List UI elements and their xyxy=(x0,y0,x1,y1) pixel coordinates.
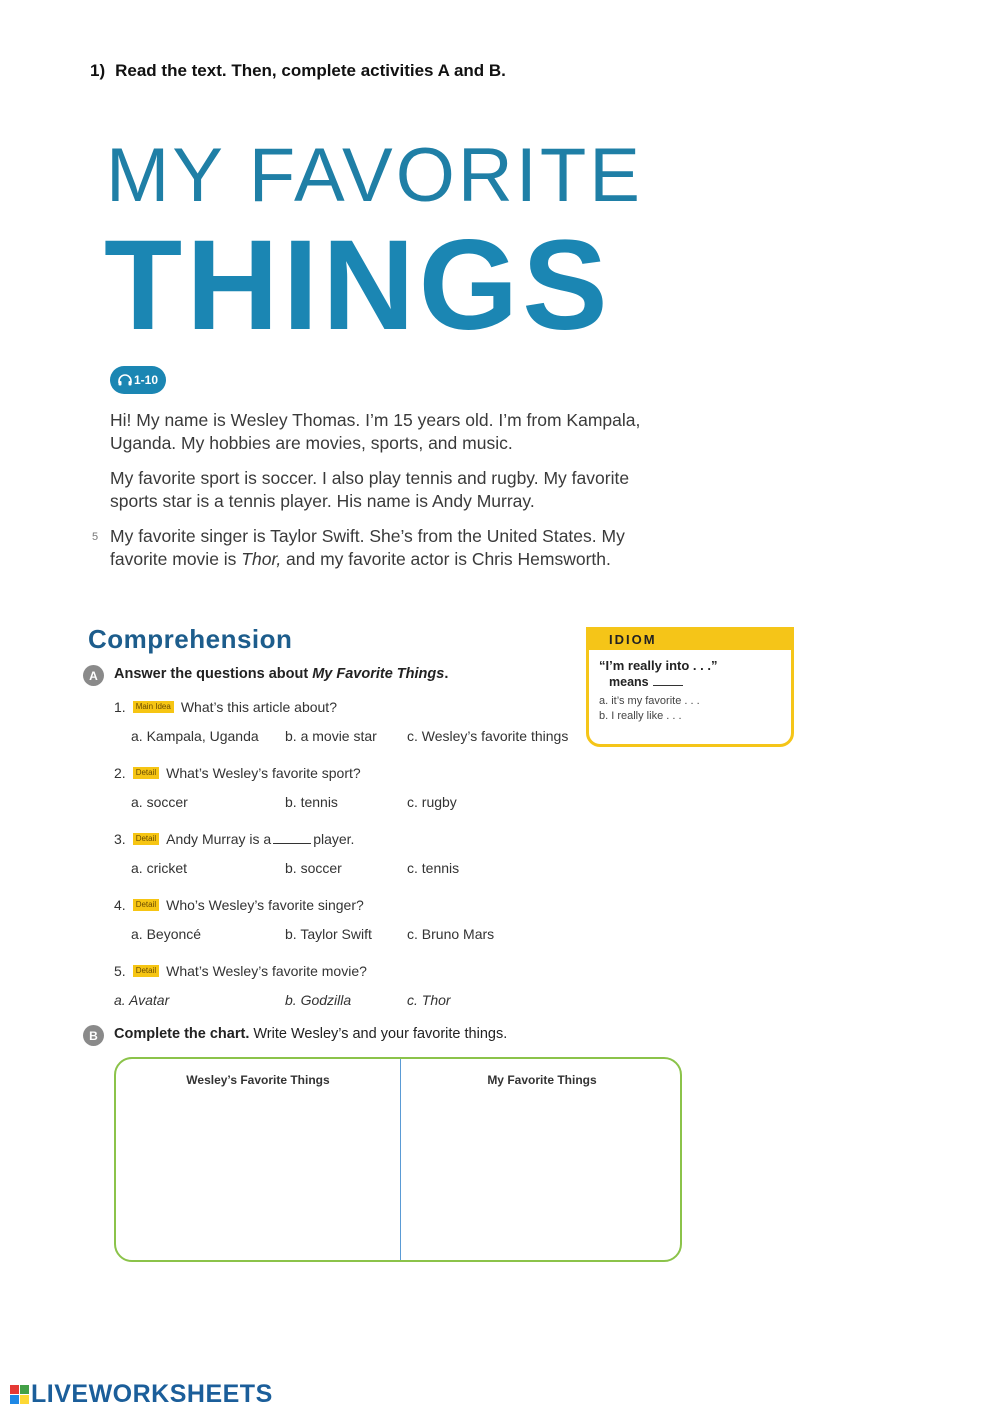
reading-paragraph-1: Hi! My name is Wesley Thomas. I’m 15 years old. I’m from Kampala, Uganda. My hobbies are movies, sports, and music. xyxy=(110,410,641,453)
q4-option-a[interactable]: a. Beyoncé xyxy=(131,926,202,942)
q4-option-b[interactable]: b. Taylor Swift xyxy=(285,926,372,942)
instr-a-period: . xyxy=(444,666,449,682)
activity-a-badge: A xyxy=(83,665,104,686)
question-type-tag: Detail xyxy=(133,833,159,845)
question-text: What’s this article about? xyxy=(180,699,337,715)
title-line-1: MY FAVORITE xyxy=(106,133,643,218)
activity-b-badge: B xyxy=(83,1025,104,1046)
instr-a-title: My Favorite Things xyxy=(312,666,445,682)
question-text-start: Andy Murray is a xyxy=(166,831,272,847)
question-type-tag: Main Idea xyxy=(133,701,174,713)
idiom-quote: “I’m really into . . .” xyxy=(599,658,718,673)
headphones-icon xyxy=(118,374,132,386)
instruction-number: 1) xyxy=(90,61,106,80)
q4-option-c[interactable]: c. Bruno Mars xyxy=(407,926,495,942)
chart-header-wesley: Wesley’s Favorite Things xyxy=(186,1073,330,1087)
p3-movie-title: Thor, xyxy=(241,549,282,569)
activity-a-instruction xyxy=(114,666,448,682)
question-4 xyxy=(114,897,364,913)
line-number: 5 xyxy=(92,531,99,543)
logo-grid-icon xyxy=(10,1385,29,1404)
idiom-means-label: means xyxy=(609,675,649,689)
question-number: 3. xyxy=(114,831,126,847)
q5-option-c[interactable]: c. Thor xyxy=(407,992,451,1008)
question-text: What’s Wesley’s favorite sport? xyxy=(166,765,361,781)
liveworksheets-logo[interactable] xyxy=(10,1380,273,1409)
q2-option-b[interactable]: b. tennis xyxy=(285,794,338,810)
instruction-text: Read the text. Then, complete activities A and B. xyxy=(115,61,506,80)
question-type-tag: Detail xyxy=(133,965,159,977)
q3-option-a[interactable]: a. cricket xyxy=(131,860,188,876)
idiom-header: IDIOM xyxy=(589,630,791,650)
q1-option-a[interactable]: a. Kampala, Uganda xyxy=(131,728,259,744)
question-text: What’s Wesley’s favorite movie? xyxy=(166,963,367,979)
idiom-box xyxy=(586,627,794,747)
q1-option-c[interactable]: c. Wesley’s favorite things xyxy=(407,728,569,744)
question-5 xyxy=(114,963,367,979)
question-type-tag: Detail xyxy=(133,899,159,911)
favorite-things-chart xyxy=(114,1057,682,1262)
q2-option-a[interactable]: a. soccer xyxy=(131,794,188,810)
question-number: 5. xyxy=(114,963,126,979)
instr-b-bold: Complete the chart. xyxy=(114,1026,250,1042)
comprehension-heading: Comprehension xyxy=(88,624,293,654)
q3-option-c[interactable]: c. tennis xyxy=(407,860,460,876)
activity-b-instruction xyxy=(114,1026,507,1042)
question-3 xyxy=(114,831,354,847)
chart-header-mine: My Favorite Things xyxy=(487,1073,597,1087)
q2-option-c[interactable]: c. rugby xyxy=(407,794,457,810)
reading-paragraph-3 xyxy=(110,525,680,571)
question-1 xyxy=(114,699,337,715)
audio-badge[interactable] xyxy=(110,366,166,394)
question-2 xyxy=(114,765,361,781)
question-number: 4. xyxy=(114,897,126,913)
q5-option-a[interactable]: a. Avatar xyxy=(114,992,170,1008)
audio-track-label: 1-10 xyxy=(133,373,159,387)
idiom-option-a[interactable]: a. it’s my favorite . . . xyxy=(599,695,700,707)
idiom-option-b[interactable]: b. I really like . . . xyxy=(599,710,682,722)
q3-option-b[interactable]: b. soccer xyxy=(285,860,342,876)
logo-text: LIVEWORKSHEETS xyxy=(31,1380,273,1408)
question-number: 2. xyxy=(114,765,126,781)
question-text xyxy=(166,831,354,847)
idiom-blank[interactable] xyxy=(653,685,683,686)
question-type-tag: Detail xyxy=(133,767,159,779)
activity-instruction xyxy=(90,61,506,81)
chart-divider xyxy=(400,1059,401,1260)
title-line-2: THINGS xyxy=(104,214,612,357)
q1-option-b[interactable]: b. a movie star xyxy=(285,728,377,744)
question-text-end: player. xyxy=(313,831,355,847)
question-number: 1. xyxy=(114,699,126,715)
instr-b-text: Write Wesley’s and your favorite things. xyxy=(249,1026,508,1042)
reading-paragraph-2: My favorite sport is soccer. I also play tennis and rugby. My favorite sports star is a tennis player. His name is Andy Murray. xyxy=(110,468,630,511)
p3-text-2: and my favorite actor is Chris Hemsworth. xyxy=(281,549,611,569)
idiom-means xyxy=(599,675,781,689)
question-text: Who’s Wesley’s favorite singer? xyxy=(166,897,364,913)
instr-a-text: Answer the questions about xyxy=(114,666,313,682)
p3-text-1: My favorite singer is Taylor Swift. She’s from the United States. My favorite movie is xyxy=(110,526,625,569)
q5-option-b[interactable]: b. Godzilla xyxy=(285,992,352,1008)
answer-blank[interactable] xyxy=(273,843,311,844)
